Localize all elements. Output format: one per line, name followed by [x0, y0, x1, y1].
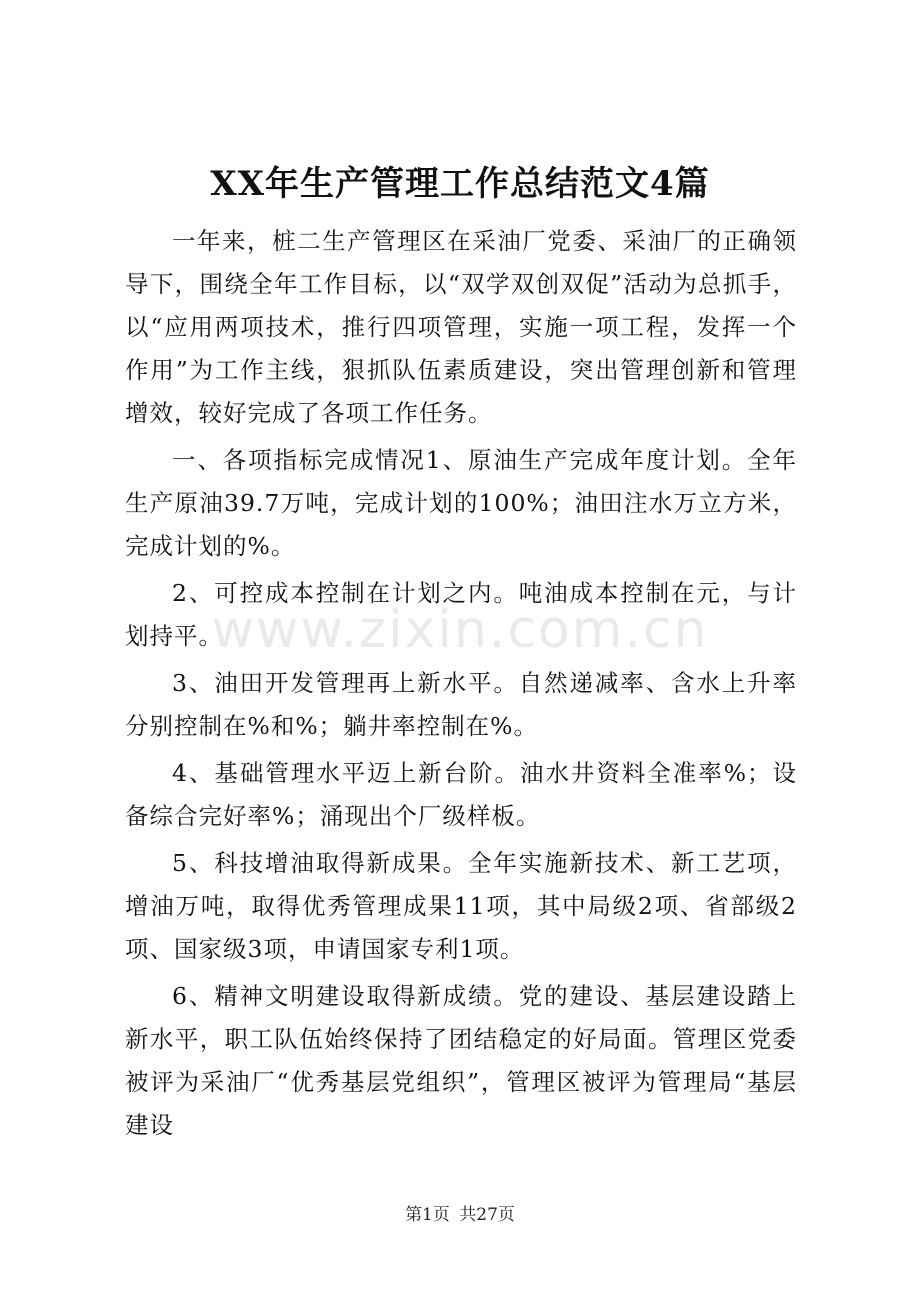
page-footer [0, 1200, 920, 1225]
document-body [125, 220, 797, 1151]
paragraph-technology: 5、科技增油取得新成果。全年实施新技术、新工艺项，增油万吨，取得优秀管理成果11项，其中局级2项、省部级2项、国家级3项，申请国家专利1项。 [125, 849, 797, 963]
paragraph-development: 3、油田开发管理再上新水平。自然递减率、含水上升率分别控制在%和%；躺井率控制在%。 [125, 669, 797, 740]
page-number: 第1页 [405, 1205, 450, 1225]
document-title: XX年生产管理工作总结范文4篇 [210, 164, 710, 204]
paragraph-indicators: 一、各项指标完成情况1、原油生产完成年度计划。全年生产原油39.7万吨，完成计划的100%；油田注水万立方米，完成计划的%。 [125, 446, 797, 560]
paragraph-basic-management: 4、基础管理水平迈上新台阶。油水井资料全准率%；设备综合完好率%；涌现出个厂级样板。 [125, 759, 797, 830]
paragraph-civilization: 6、精神文明建设取得新成绩。党的建设、基层建设踏上新水平，职工队伍始终保持了团结稳定的好局面。管理区党委被评为采油厂“优秀基层党组织”，管理区被评为管理局“基层建设 [125, 982, 797, 1139]
watermark: www.zixin.com.cn [211, 600, 709, 660]
paragraph-intro: 一年来，桩二生产管理区在采油厂党委、采油厂的正确领导下，围绕全年工作目标，以“双学双创双促”活动为总抓手，以“应用两项技术，推行四项管理，实施一项工程，发挥一个作用”为工作主线，狠抓队伍素质建设，突出管理创新和管理增效，较好完成了各项工作任务。 [125, 227, 797, 427]
page-total: 共27页 [459, 1205, 515, 1225]
paragraph-cost: 2、可控成本控制在计划之内。吨油成本控制在元，与计划持平。 [125, 579, 797, 650]
